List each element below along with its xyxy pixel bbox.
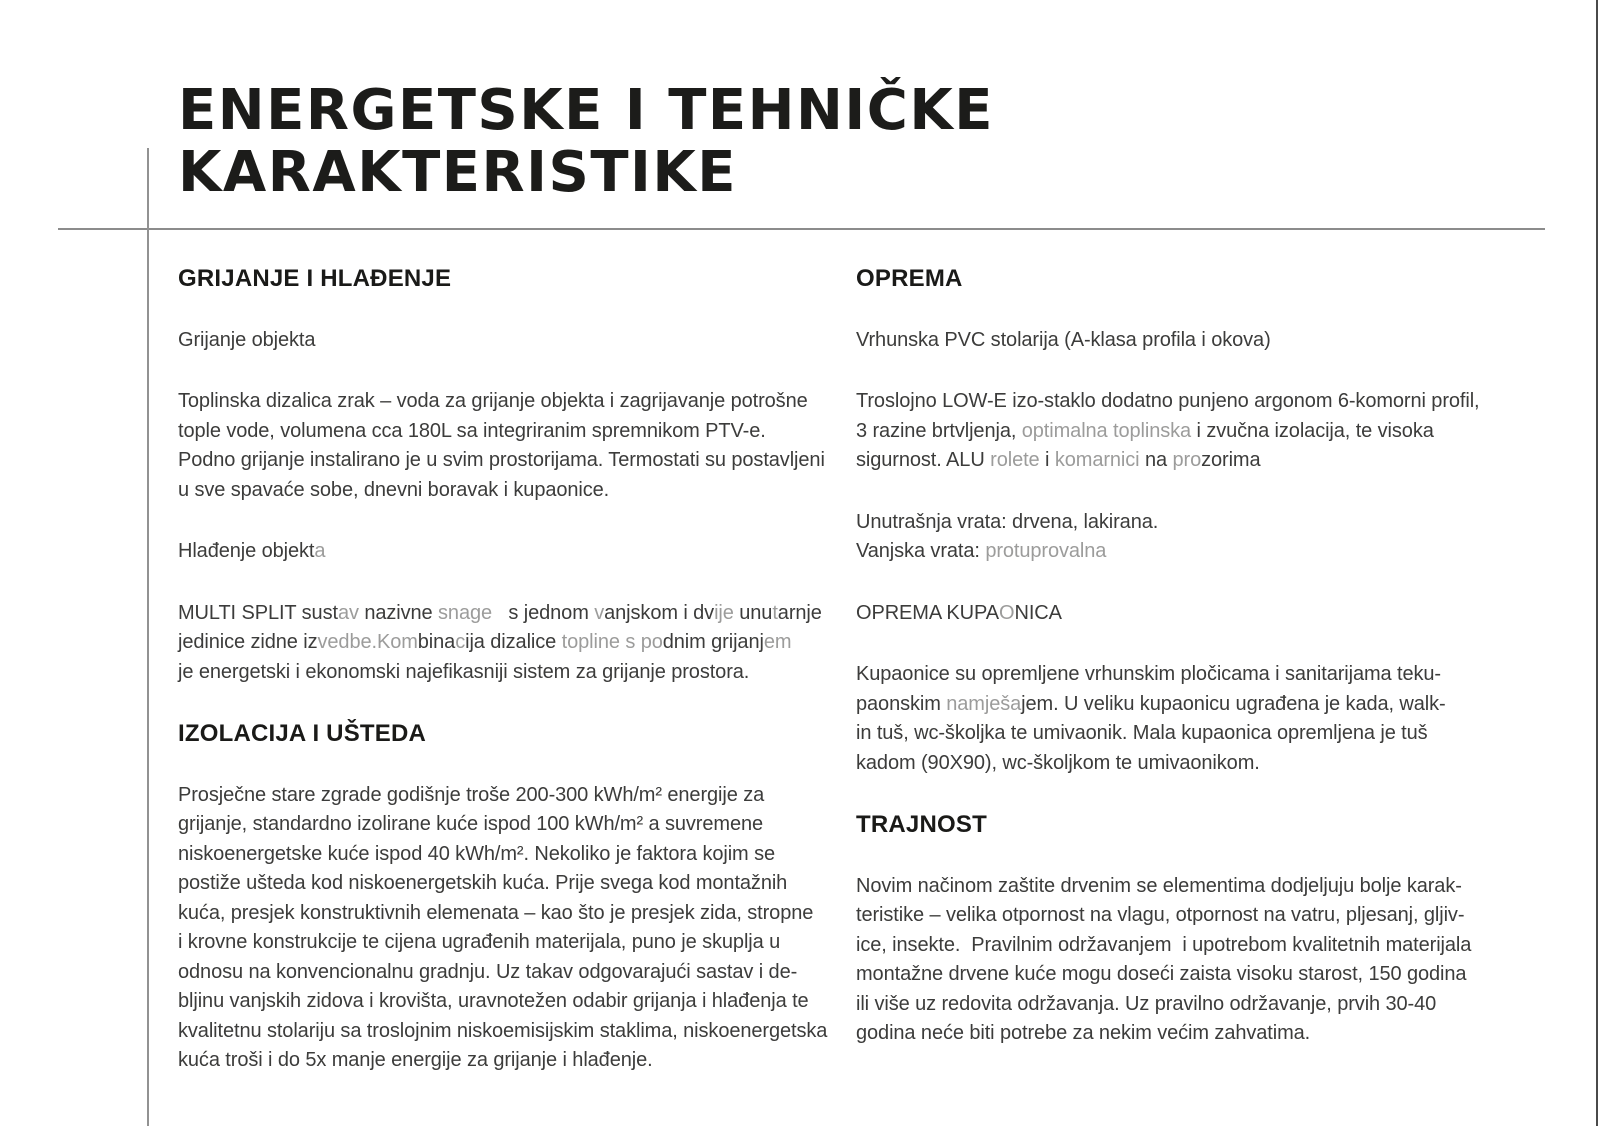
text-run: kuća, presjek konstruktivnih elemenata – kao što je presjek zida, stropne (178, 901, 814, 924)
text-line (178, 476, 838, 506)
text-line (178, 869, 838, 899)
text-run: sigurnost. ALU (856, 449, 991, 471)
text-run-muted: v (594, 601, 605, 624)
text-line (856, 326, 1506, 356)
text-line (856, 931, 1506, 961)
page-right-edge (1596, 0, 1598, 1126)
text-line (178, 810, 838, 840)
paragraph (178, 599, 838, 688)
text-line (856, 872, 1506, 902)
text-run: Hlađenje objekt (178, 540, 315, 562)
text-line (856, 719, 1506, 749)
section-heading (178, 719, 838, 749)
text-run: Unutrašnja vrata: drvena, lakirana. (856, 510, 1159, 533)
text-line (856, 810, 1506, 840)
text-run: tople vode, volumena cca 180L sa integriranim spremnikom PTV-e. (178, 419, 766, 442)
text-line (178, 537, 838, 567)
text-run: postiže ušteda kod niskoenergetskih kuća. Prije svega kod montažnih (178, 872, 788, 894)
text-line (178, 326, 838, 356)
text-line (178, 928, 838, 958)
text-line (178, 719, 838, 749)
text-run: IZOLACIJA I UŠTEDA (178, 720, 427, 747)
text-line (178, 417, 838, 447)
text-run-muted: vedbe.Kom (317, 631, 418, 653)
paragraph (856, 872, 1506, 1049)
text-run-muted: t (772, 601, 778, 624)
text-run: zorima (1201, 449, 1261, 471)
text-run: OPREMA (856, 265, 963, 292)
text-run-muted: komarnici (1054, 449, 1140, 471)
text-run: arnje (777, 601, 822, 624)
text-run-muted: protuprovalna (985, 540, 1107, 562)
text-run: u sve spavaće sobe, dnevni boravak i kupaonice. (178, 478, 610, 501)
text-line (178, 958, 838, 988)
text-line (178, 387, 838, 417)
text-run: kadom (90X90), wc-školjkom te umivaonikom. (856, 751, 1260, 774)
text-run: OPREMA KUPA (856, 601, 1000, 624)
text-line (856, 599, 1506, 629)
text-run-muted: av (337, 601, 359, 624)
text-line (178, 599, 838, 629)
text-run: godina neće biti potrebe za nekim većim zahvatima. (856, 1022, 1311, 1044)
text-run: paonskim (856, 692, 947, 715)
text-run: Podno grijanje instalirano je u svim prostorijama. Termostati su postavljeni (178, 449, 825, 471)
text-run: bljinu vanjskih zidova i krovišta, uravnotežen odabir grijanja i hlađenja te (178, 990, 809, 1012)
text-run: NICA (1014, 601, 1062, 624)
right-column (856, 264, 1506, 1049)
text-line (178, 899, 838, 929)
text-run: 3 razine brtvljenja, (856, 419, 1022, 442)
text-run: ice, insekte. Pravilnim održavanjem i upotrebom kvalitetnih materijala (856, 933, 1472, 956)
text-line (856, 537, 1506, 567)
paragraph (178, 326, 838, 356)
text-run-muted: em (763, 631, 792, 653)
text-run: Kupaonice su opremljene vrhunskim pločicama i sanitarijama teku- (856, 663, 1441, 685)
text-line (856, 690, 1506, 720)
text-run: odnosu na konvencionalnu gradnju. Uz takav odgovarajući sastav i de- (178, 960, 798, 983)
text-run: GRIJANJE I HLAĐENJE (178, 265, 452, 292)
text-line (178, 628, 838, 658)
paragraph (856, 508, 1506, 567)
text-run: in tuš, wc-školjka te umivaonik. Mala kupaonica opremljena je tuš (856, 722, 1428, 744)
text-line (856, 990, 1506, 1020)
text-line (856, 264, 1506, 294)
section-heading (856, 264, 1506, 294)
text-run-muted: pro (1172, 449, 1202, 471)
text-run: kuća troši i do 5x manje energije za grijanje i hlađenje. (178, 1049, 653, 1071)
text-line (178, 1046, 838, 1076)
text-run-muted: optimalna toplinska (1021, 419, 1192, 442)
paragraph (856, 599, 1506, 629)
text-run-muted: O (999, 601, 1015, 624)
text-run: i zvučna izolacija, te visoka (1191, 419, 1434, 442)
text-run: anjskom i dv (604, 601, 715, 624)
paragraph (178, 387, 838, 505)
text-run: teristike – velika otpornost na vlagu, otpornost na vatru, pljesanj, gljiv- (856, 904, 1465, 926)
text-run: dnim grijanj (662, 631, 764, 653)
text-run: jedinice zidne iz (178, 631, 318, 653)
text-run: jem. U veliku kupaonicu ugrađena je kada, walk- (1021, 692, 1446, 715)
text-run: montažne drvene kuće mogu doseći zaista visoku starost, 150 godina (856, 963, 1467, 985)
text-line (856, 960, 1506, 990)
text-line (856, 660, 1506, 690)
text-line (856, 417, 1506, 447)
text-run-muted: rolete (990, 449, 1040, 471)
text-run-muted: a (314, 540, 326, 562)
text-run: Vrhunska PVC stolarija (A-klasa profila i okova) (856, 328, 1271, 351)
text-run: Grijanje objekta (178, 328, 316, 351)
section-heading (178, 264, 838, 294)
text-run: Vanjska vrata: (856, 540, 986, 562)
text-run: grijanje, standardno izolirane kuće ispod 100 kWh/m² a suvremene (178, 813, 764, 835)
paragraph (856, 387, 1506, 476)
text-run: Toplinska dizalica zrak – voda za grijanje objekta i zagrijavanje potrošne (178, 390, 808, 412)
left-vertical-rule (147, 148, 149, 1126)
text-run: kvalitetnu stolariju sa troslojnim niskoemisijskim staklima, niskoenergetska (178, 1019, 828, 1042)
text-run-muted: snage (438, 601, 493, 624)
text-run: TRAJNOST (856, 811, 987, 838)
text-line (178, 658, 838, 688)
text-line (856, 1019, 1506, 1049)
text-run: s jednom (492, 601, 595, 624)
page-title-line1: ENERGETSKE I TEHNIČKE (178, 78, 994, 143)
text-run: je energetski i ekonomski najefikasniji sistem za grijanje prostora. (178, 660, 750, 683)
section-heading (856, 810, 1506, 840)
page-title-line2: KARAKTERISTIKE (178, 140, 738, 205)
text-run: MULTI SPLIT sust (178, 601, 338, 624)
text-run-muted: topline s po (561, 631, 663, 653)
text-line (178, 1017, 838, 1047)
text-line (856, 387, 1506, 417)
page-title (178, 80, 994, 204)
text-line (178, 840, 838, 870)
title-divider-line (58, 228, 1545, 230)
text-run: nazivne (358, 601, 439, 624)
text-run: Novim načinom zaštite drvenim se elementima dodjeljuju bolje karak- (856, 874, 1462, 897)
text-run-muted: c (455, 631, 466, 653)
text-line (856, 901, 1506, 931)
text-run: ija dizalice (465, 631, 562, 653)
text-run: Prosječne stare zgrade godišnje troše 200-300 kWh/m² energije za (178, 783, 765, 806)
text-run: ili više uz redovita održavanja. Uz pravilno održavanje, prvih 30-40 (856, 992, 1437, 1015)
text-line (856, 446, 1506, 476)
text-run: Troslojno LOW-E izo-staklo dodatno punjeno argonom 6-komorni profil, (856, 390, 1480, 412)
text-run-muted: ije (714, 601, 734, 624)
text-run: i krovne konstrukcije te cijena ugrađenih materijala, puno je skuplja u (178, 931, 781, 953)
paragraph (178, 781, 838, 1076)
text-run: i (1039, 449, 1055, 471)
text-run: unu (733, 601, 773, 624)
left-column (178, 264, 838, 1076)
text-line (178, 987, 838, 1017)
text-run: na (1139, 449, 1173, 471)
text-line (856, 508, 1506, 538)
text-line (178, 264, 838, 294)
text-line (178, 781, 838, 811)
text-run: bina (417, 631, 456, 653)
text-line (178, 446, 838, 476)
paragraph (178, 537, 838, 567)
text-run-muted: namješa (946, 692, 1022, 715)
text-run: niskoenergetske kuće ispod 40 kWh/m². Nekoliko je faktora kojim se (178, 842, 775, 865)
paragraph (856, 660, 1506, 778)
paragraph (856, 326, 1506, 356)
text-line (856, 749, 1506, 779)
